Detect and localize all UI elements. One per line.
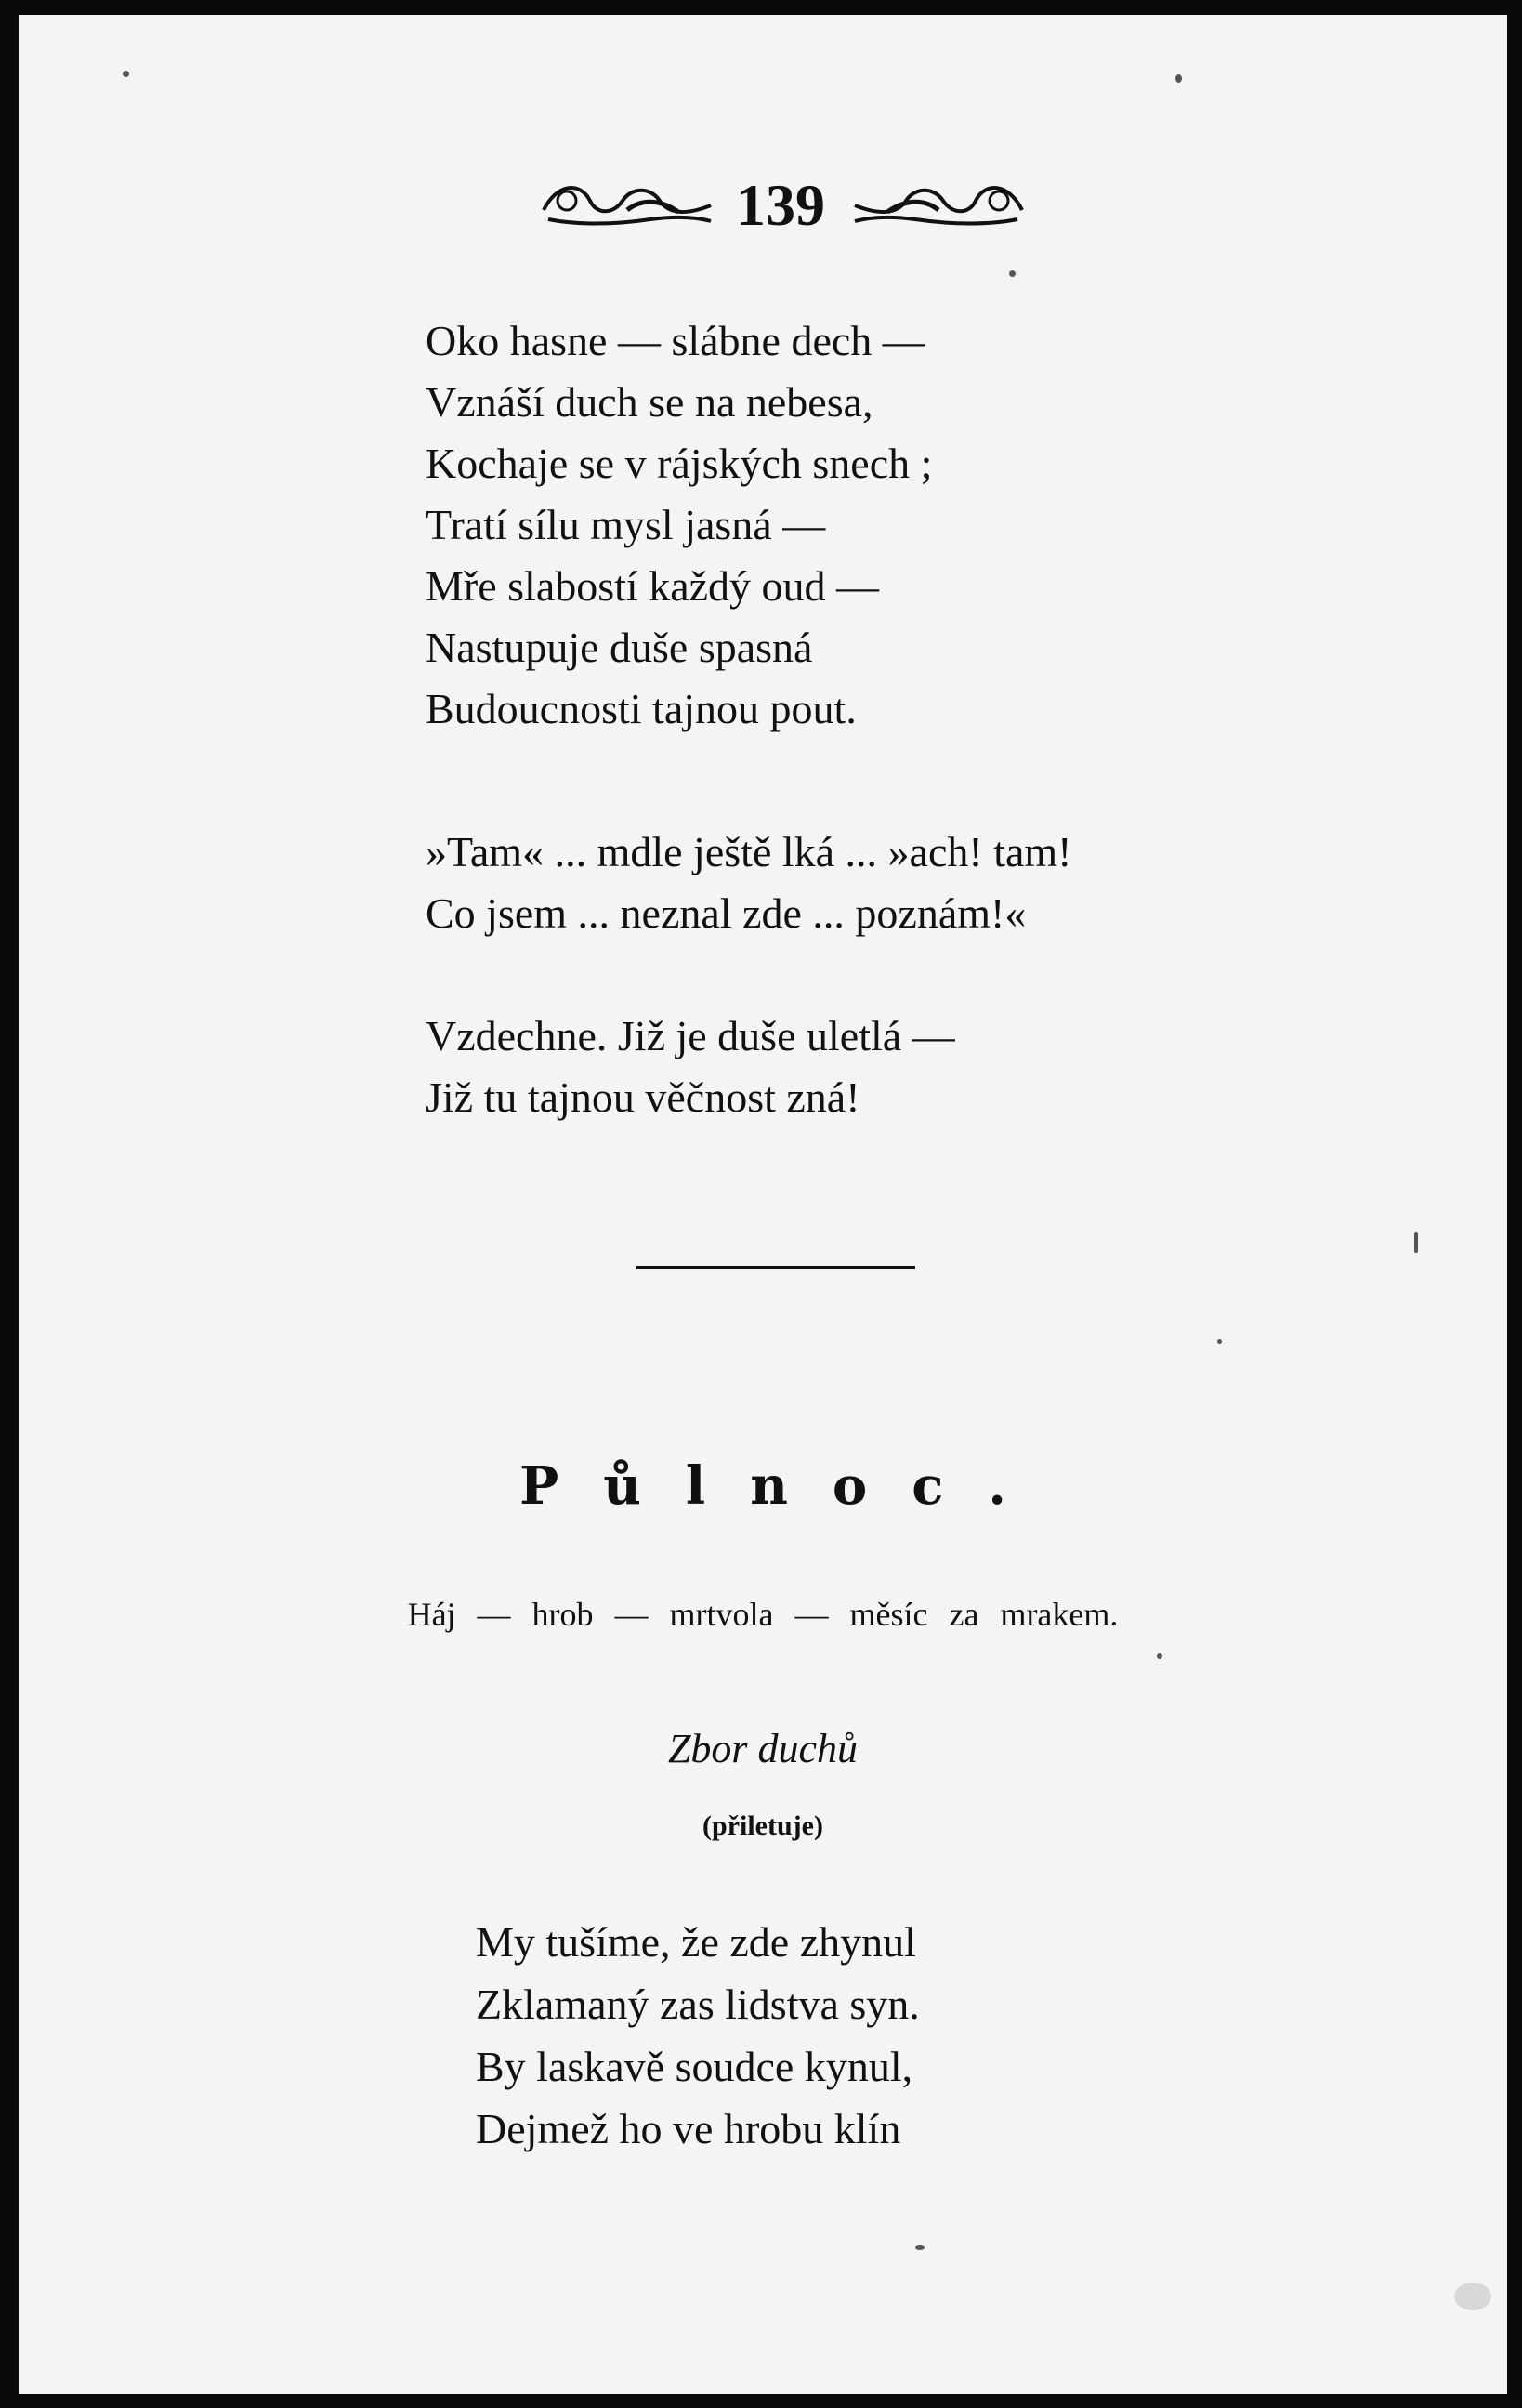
stage-aside: (přiletuje) xyxy=(702,1810,823,1841)
verse-line: My tušíme, že zde zhynul xyxy=(476,1918,916,1966)
stanza-1 xyxy=(426,310,932,740)
verse-line: Zklamaný zas lidstva syn. xyxy=(476,1980,920,2028)
paper-speck xyxy=(1414,1232,1418,1253)
verse-line: Tratí sílu mysl jasná — xyxy=(426,501,826,548)
verse-line: Vzdechne. Již je duše uletlá — xyxy=(426,1012,955,1059)
paper-speck xyxy=(123,71,129,77)
page-number: 139 xyxy=(736,172,825,238)
paper-speck xyxy=(915,2245,925,2250)
paper-speck xyxy=(1157,1653,1162,1659)
paper-speck xyxy=(1217,1339,1222,1344)
stage-direction: Háj — hrob — mrtvola — měsíc za mrakem. xyxy=(407,1596,1119,1633)
section-title: Půlnoc. xyxy=(519,1455,1051,1517)
verse-line: By laskavě soudce kynul, xyxy=(476,2043,913,2090)
left-ornament-icon xyxy=(539,173,715,229)
stanza-3 xyxy=(426,1006,955,1128)
verse-line: Oko hasne — slábne dech — xyxy=(426,317,925,364)
book-page xyxy=(19,15,1507,2394)
paper-speck xyxy=(1009,270,1016,277)
verse-line: Nastupuje duše spasná xyxy=(426,624,813,671)
right-ornament-icon xyxy=(850,173,1027,229)
verse-line: Vznáší duch se na nebesa, xyxy=(426,378,873,426)
verse-line: Budoucnosti tajnou pout. xyxy=(426,685,857,732)
paper-speck xyxy=(1175,74,1182,83)
verse-line: Mře slabostí každý oud — xyxy=(426,562,880,610)
verse-line: Kochaje se v rájských snech ; xyxy=(426,440,933,487)
verse-line: »Tam« ... mdle ještě lká ... »ach! tam! xyxy=(426,828,1072,875)
speaker-label: Zbor duchů xyxy=(667,1726,859,1771)
verse-line: Již tu tajnou věčnost zná! xyxy=(426,1073,860,1121)
page-header xyxy=(19,164,1507,247)
verse-line: Co jsem ... neznal zde ... poznám!« xyxy=(426,889,1027,937)
paper-speck xyxy=(1454,2283,1491,2310)
stanza-2 xyxy=(426,822,1072,944)
section-divider xyxy=(636,1266,915,1269)
stanza-4 xyxy=(476,1911,920,2160)
verse-line: Dejmež ho ve hrobu klín xyxy=(476,2105,901,2152)
